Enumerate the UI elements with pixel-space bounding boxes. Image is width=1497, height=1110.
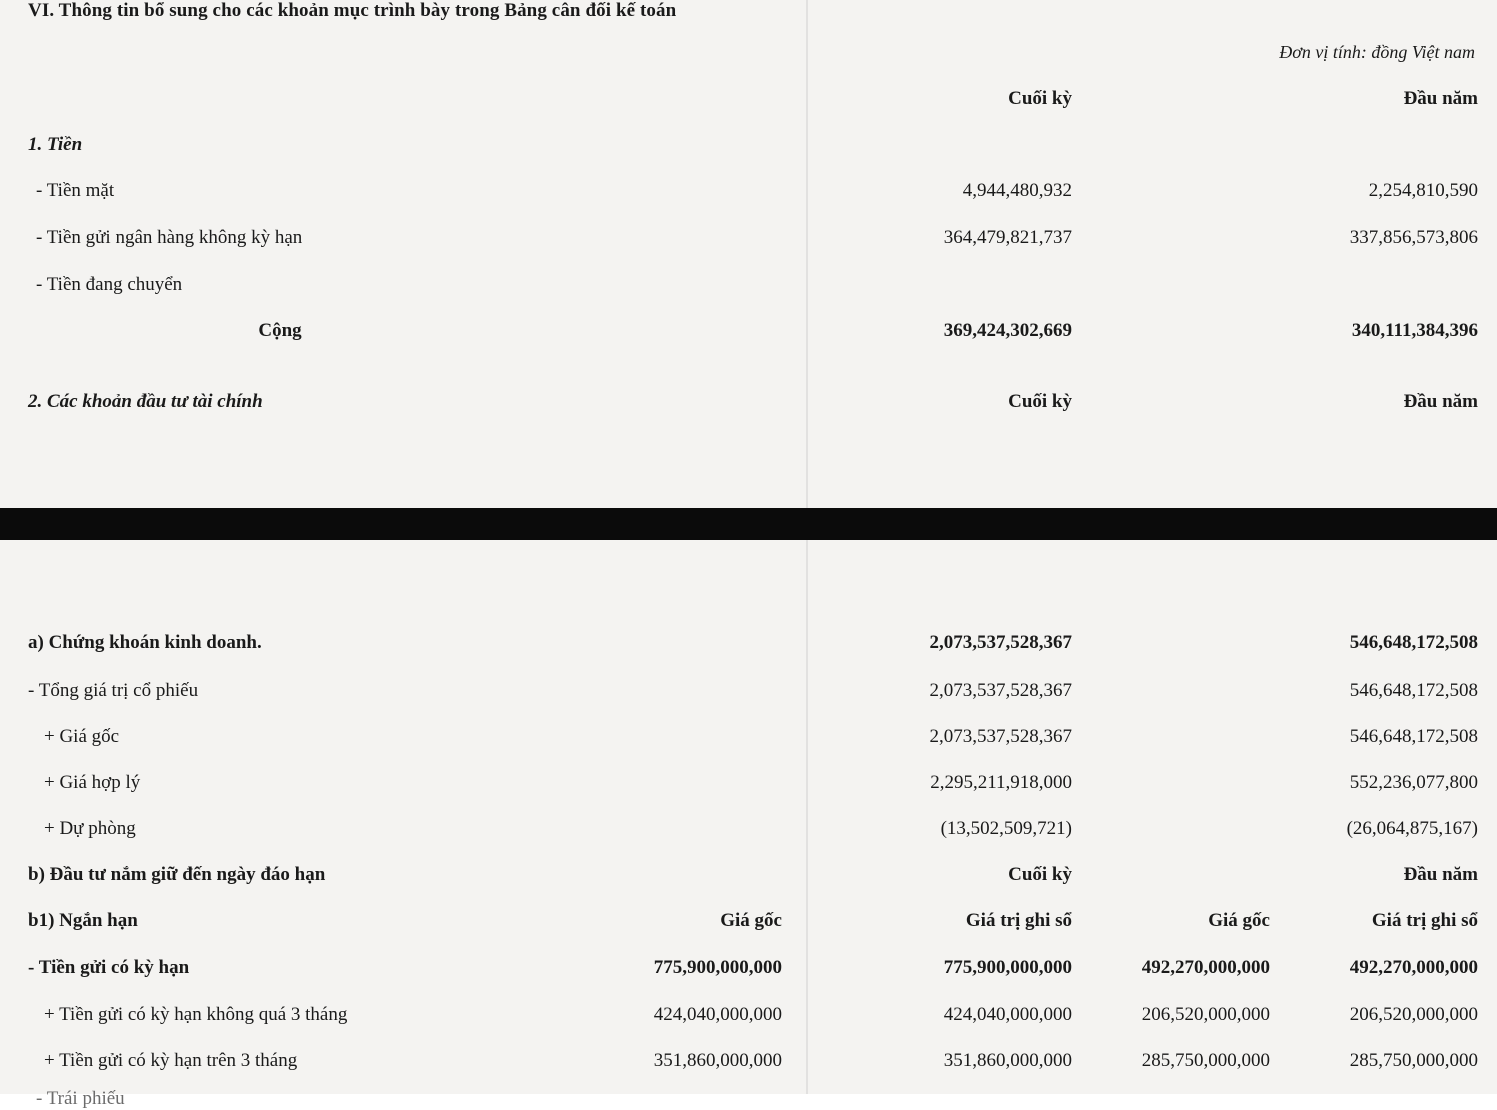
table-row xyxy=(0,274,1497,302)
column-header-book-beginning: Giá trị ghi sổ xyxy=(1371,910,1478,931)
item-1-total-row xyxy=(0,320,1497,348)
column-header-book-current: Giá trị ghi sổ xyxy=(965,910,1072,931)
section-a-title-row xyxy=(0,632,1497,660)
row-value-cost-beginning: 285,750,000,000 xyxy=(1141,1050,1270,1071)
column-header-beginning: Đầu năm xyxy=(1403,88,1478,109)
row-value-cost-current: 351,860,000,000 xyxy=(653,1050,782,1071)
row-value-book-current: 775,900,000,000 xyxy=(943,957,1072,978)
row-label: - Tiền mặt xyxy=(36,180,115,201)
row-label: - Trái phiếu xyxy=(36,1088,125,1109)
table-row xyxy=(0,726,1497,754)
scan-region-top xyxy=(0,0,1497,508)
row-value-current: 364,479,821,737 xyxy=(943,227,1072,248)
column-header-cost-current: Giá gốc xyxy=(720,910,782,931)
total-label: Cộng xyxy=(258,320,302,341)
section-a-title: a) Chứng khoán kinh doanh. xyxy=(28,632,262,653)
row-value-cost-current: 775,900,000,000 xyxy=(653,957,782,978)
section-b-title-row xyxy=(0,864,1497,892)
row-value-current: 4,944,480,932 xyxy=(962,180,1072,201)
row-value-book-beginning: 492,270,000,000 xyxy=(1349,957,1478,978)
table-row xyxy=(0,180,1497,208)
row-value-book-current: 424,040,000,000 xyxy=(943,1004,1072,1025)
row-value-beginning: (26,064,875,167) xyxy=(1346,818,1478,839)
row-label: - Tiền đang chuyển xyxy=(36,274,183,295)
item-2-header-current: Cuối kỳ xyxy=(1008,391,1072,412)
table-row xyxy=(0,818,1497,846)
section-b-header-beginning: Đầu năm xyxy=(1403,864,1478,885)
row-label: - Tổng giá trị cổ phiếu xyxy=(28,680,199,701)
table-row xyxy=(0,680,1497,708)
section-b1-title: b1) Ngắn hạn xyxy=(28,910,138,931)
total-value-current: 369,424,302,669 xyxy=(943,320,1072,341)
item-1-title-row xyxy=(0,134,1497,162)
row-label: + Tiền gửi có kỳ hạn trên 3 tháng xyxy=(44,1050,298,1071)
table-row-clipped xyxy=(0,1088,1497,1109)
column-header-current: Cuối kỳ xyxy=(1008,88,1072,109)
item-2-header-beginning: Đầu năm xyxy=(1403,391,1478,412)
item-1-title: 1. Tiền xyxy=(28,134,83,155)
row-value-cost-beginning: 492,270,000,000 xyxy=(1141,957,1270,978)
table-row xyxy=(0,227,1497,255)
row-label: - Tiền gửi ngân hàng không kỳ hạn xyxy=(36,227,303,248)
row-label: + Dự phòng xyxy=(44,818,136,839)
column-header-cost-beginning: Giá gốc xyxy=(1208,910,1270,931)
item-2-title: 2. Các khoản đầu tư tài chính xyxy=(28,391,263,412)
row-value-book-current: 351,860,000,000 xyxy=(943,1050,1072,1071)
section-a-value-beginning: 546,648,172,508 xyxy=(1349,632,1478,653)
row-value-book-beginning: 285,750,000,000 xyxy=(1349,1050,1478,1071)
table-row xyxy=(0,1050,1497,1078)
section-heading: VI. Thông tin bổ sung cho các khoản mục trình bày trong Bảng cân đối kế toán xyxy=(28,0,677,21)
row-value-cost-beginning: 206,520,000,000 xyxy=(1141,1004,1270,1025)
row-value-beginning: 552,236,077,800 xyxy=(1349,772,1478,793)
table-row xyxy=(0,1004,1497,1032)
row-value-beginning: 546,648,172,508 xyxy=(1349,680,1478,701)
row-value-book-beginning: 206,520,000,000 xyxy=(1349,1004,1478,1025)
row-label: - Tiền gửi có kỳ hạn xyxy=(28,957,190,978)
section-a-value-current: 2,073,537,528,367 xyxy=(929,632,1072,653)
table-row xyxy=(0,772,1497,800)
row-value-cost-current: 424,040,000,000 xyxy=(653,1004,782,1025)
scan-separator xyxy=(0,508,1497,540)
section-b-header-current: Cuối kỳ xyxy=(1008,864,1072,885)
row-value-current: (13,502,509,721) xyxy=(940,818,1072,839)
row-label: + Tiền gửi có kỳ hạn không quá 3 tháng xyxy=(44,1004,348,1025)
total-value-beginning: 340,111,384,396 xyxy=(1351,320,1478,341)
row-value-current: 2,295,211,918,000 xyxy=(930,772,1072,793)
section-b-title: b) Đầu tư nắm giữ đến ngày đáo hạn xyxy=(28,864,326,885)
row-label: + Giá gốc xyxy=(44,726,120,747)
item-2-title-row xyxy=(0,391,1497,419)
row-label: + Giá hợp lý xyxy=(44,772,141,793)
table-row xyxy=(0,957,1497,985)
row-value-current: 2,073,537,528,367 xyxy=(929,726,1072,747)
row-value-beginning: 337,856,573,806 xyxy=(1349,227,1478,248)
row-value-current: 2,073,537,528,367 xyxy=(929,680,1072,701)
scan-region-bottom xyxy=(0,540,1497,1109)
row-value-beginning: 546,648,172,508 xyxy=(1349,726,1478,747)
unit-note: Đơn vị tính: đồng Việt nam xyxy=(1279,42,1475,62)
table-header-row xyxy=(0,88,1497,116)
section-b1-header-row xyxy=(0,910,1497,938)
row-value-beginning: 2,254,810,590 xyxy=(1368,180,1478,201)
